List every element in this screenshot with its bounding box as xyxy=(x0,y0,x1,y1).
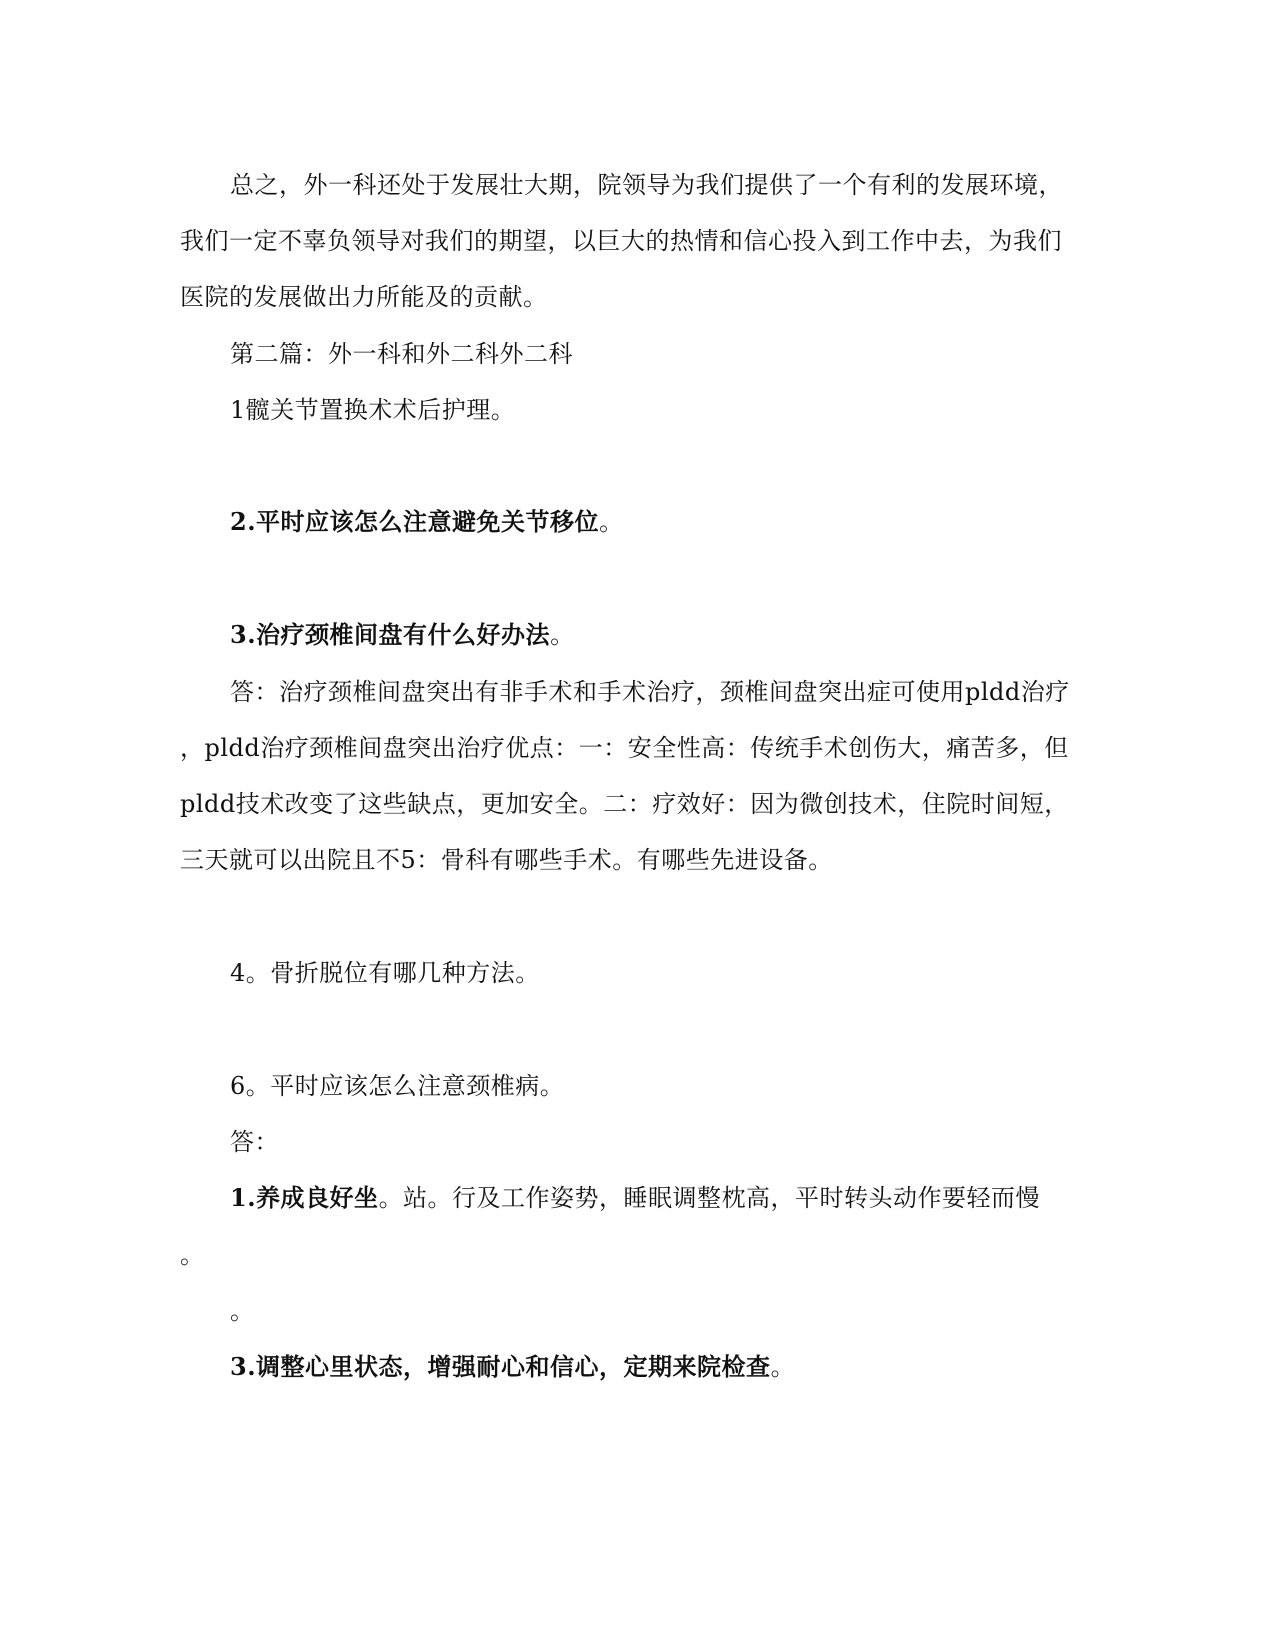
tip-1-rest: 。站。行及工作姿势，睡眠调整枕高，平时转头动作要轻而慢 xyxy=(378,1184,1041,1212)
item-2-tail: 。 xyxy=(599,508,624,536)
item-3-tail: 。 xyxy=(550,621,575,649)
intro-line-3: 医院的发展做出力所能及的贡献。 xyxy=(180,283,548,311)
intro-line-2: 我们一定不辜负领导对我们的期望，以巨大的热情和信心投入到工作中去，为我们 xyxy=(180,227,1062,255)
answer-3-line-3: pldd技术改变了这些缺点，更加安全。二：疗效好：因为微创技术，住院时间短， xyxy=(180,790,1069,818)
item-3-bold: 3.治疗颈椎间盘有什么好办法 xyxy=(230,620,551,649)
stray-period: 。 xyxy=(230,1297,255,1325)
item-2-bold: 2.平时应该怎么注意避免关节移位 xyxy=(230,507,600,536)
answer-6-label: 答： xyxy=(230,1128,279,1156)
tip-3 xyxy=(230,1352,795,1382)
answer-3-line-2: ，pldd治疗颈椎间盘突出治疗优点：一：安全性高：传统手术创伤大，痛苦多，但 xyxy=(180,734,1069,762)
item-3 xyxy=(230,620,575,650)
tip-1 xyxy=(230,1183,1040,1213)
tip-3-tail: 。 xyxy=(770,1353,796,1381)
section-title: 第二篇：外一科和外二科外二科 xyxy=(230,340,573,368)
item-2 xyxy=(230,507,624,537)
item-1: 1髋关节置换术术后护理。 xyxy=(230,396,516,424)
item-4: 4。骨折脱位有哪几种方法。 xyxy=(230,959,540,987)
tip-3-bold: 3.调整心里状态，增强耐心和信心，定期来院检查 xyxy=(230,1352,771,1381)
intro-line-1: 总之，外一科还处于发展壮大期，院领导为我们提供了一个有利的发展环境， xyxy=(230,171,1063,199)
tip-1-bold: 1.养成良好坐 xyxy=(230,1183,379,1212)
item-6: 6。平时应该怎么注意颈椎病。 xyxy=(230,1072,565,1100)
tip-1-wrap: 。 xyxy=(180,1241,205,1269)
answer-3-line-1: 答：治疗颈椎间盘突出有非手术和手术治疗，颈椎间盘突出症可使用pldd治疗 xyxy=(230,678,1070,706)
answer-3-line-4: 三天就可以出院且不5：骨科有哪些手术。有哪些先进设备。 xyxy=(180,846,833,874)
